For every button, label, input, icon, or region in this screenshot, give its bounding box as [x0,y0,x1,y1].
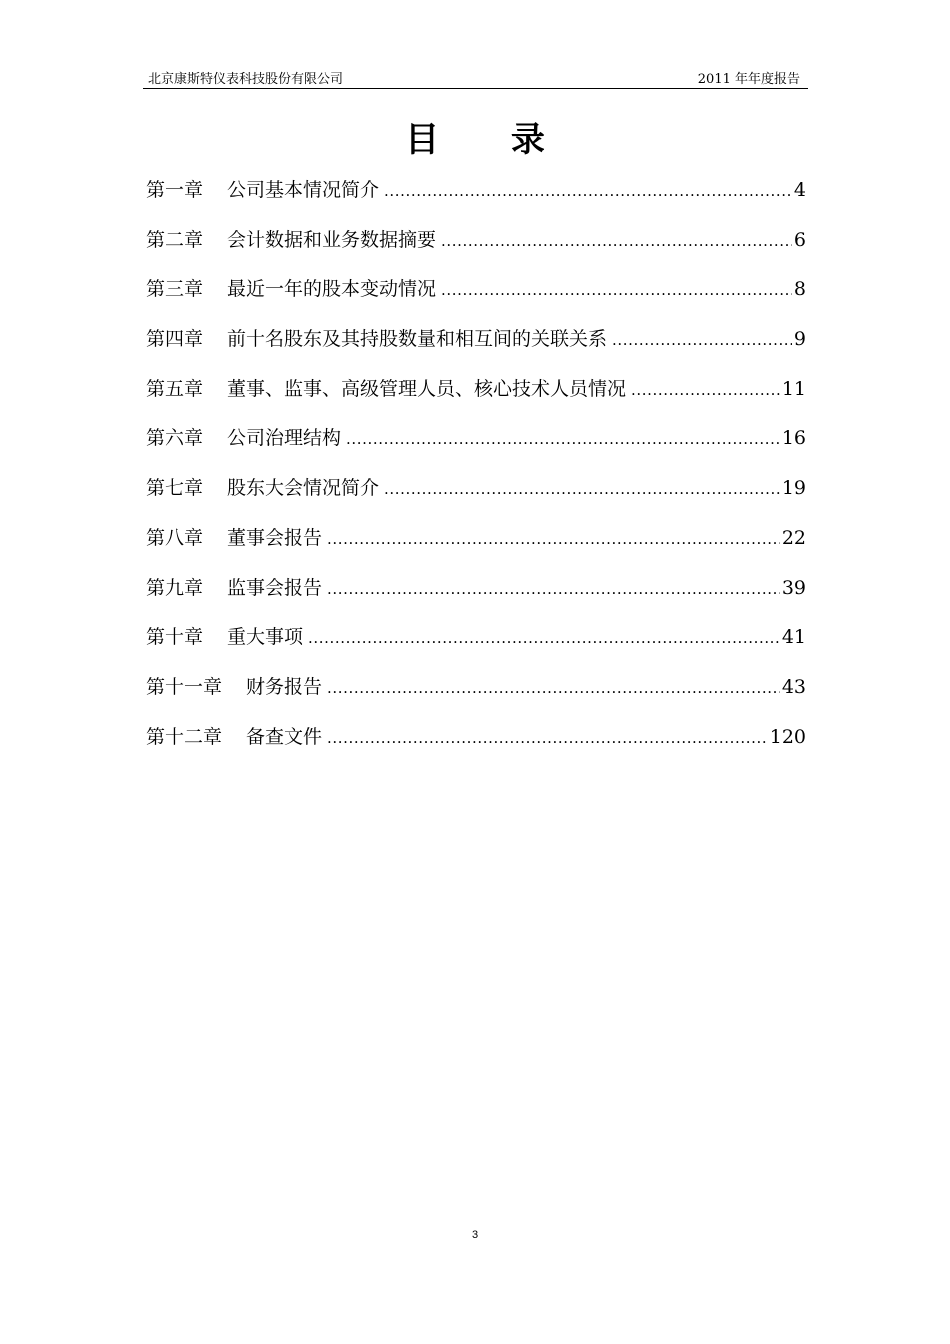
toc-chapter: 第五章 [146,377,204,400]
page-title: 目 录 [405,120,575,160]
toc-chapter: 第八章 [146,526,204,549]
toc-page-number: 4 [793,179,806,201]
toc-chapter: 第十一章 [146,675,223,698]
toc-page-number: 19 [781,477,806,500]
toc-chapter: 第十章 [146,626,204,649]
toc-chapter: 第七章 [146,477,204,500]
toc-entry-3[interactable] [146,273,806,323]
toc-dot-leader [631,374,780,406]
toc-dot-leader [308,622,780,654]
table-of-contents [146,174,806,770]
toc-chapter: 第十二章 [146,725,223,748]
toc-dot-leader [612,324,792,356]
toc-entry-5[interactable] [146,373,806,423]
toc-page-number: 41 [781,626,806,649]
toc-title: 公司基本情况简介 [227,179,380,201]
toc-chapter: 第一章 [146,179,204,201]
page-header [143,66,808,89]
header-company-name: 北京康斯特仪表科技股份有限公司 [148,72,344,87]
toc-dot-leader [327,672,780,704]
toc-entry-11[interactable] [146,671,806,721]
toc-dot-leader [384,175,792,207]
toc-dot-leader [327,573,780,605]
toc-page-number: 9 [793,328,806,351]
toc-entry-1[interactable] [146,174,806,224]
toc-page-number: 22 [781,526,806,549]
toc-entry-8[interactable] [146,522,806,572]
toc-chapter: 第二章 [146,228,204,251]
toc-dot-leader [441,274,792,306]
toc-entry-10[interactable] [146,621,806,671]
toc-page-number: 43 [781,675,806,698]
page-number: 3 [471,1229,479,1241]
header-report-title: 2011 年年度报告 [697,72,800,87]
toc-dot-leader [441,225,792,257]
toc-title: 董事、监事、高级管理人员、核心技术人员情况 [227,377,627,400]
toc-dot-leader [346,423,780,455]
toc-page-number: 8 [793,278,806,301]
toc-title: 监事会报告 [227,576,323,599]
toc-chapter: 第九章 [146,576,204,599]
toc-entry-2[interactable] [146,224,806,274]
toc-page-number: 120 [769,725,806,748]
toc-title: 股东大会情况简介 [227,477,380,500]
toc-page-number: 6 [793,228,806,251]
toc-dot-leader [327,722,768,754]
toc-title: 董事会报告 [227,526,323,549]
toc-entry-6[interactable] [146,422,806,472]
toc-dot-leader [327,523,780,555]
toc-entry-9[interactable] [146,572,806,622]
toc-page-number: 16 [781,427,806,450]
toc-title: 公司治理结构 [227,427,342,450]
toc-chapter: 第三章 [146,278,204,301]
toc-chapter: 第六章 [146,427,204,450]
toc-page-number: 39 [781,576,806,599]
toc-title: 备查文件 [246,725,323,748]
toc-dot-leader [384,473,780,505]
toc-entry-12[interactable] [146,721,806,771]
toc-title: 重大事项 [227,626,304,649]
toc-title: 财务报告 [246,675,323,698]
toc-title: 最近一年的股本变动情况 [227,278,437,301]
toc-title: 会计数据和业务数据摘要 [227,228,437,251]
toc-entry-7[interactable] [146,472,806,522]
toc-chapter: 第四章 [146,328,204,351]
toc-page-number: 11 [781,377,806,400]
toc-title: 前十名股东及其持股数量和相互间的关联关系 [227,328,608,351]
toc-entry-4[interactable] [146,323,806,373]
